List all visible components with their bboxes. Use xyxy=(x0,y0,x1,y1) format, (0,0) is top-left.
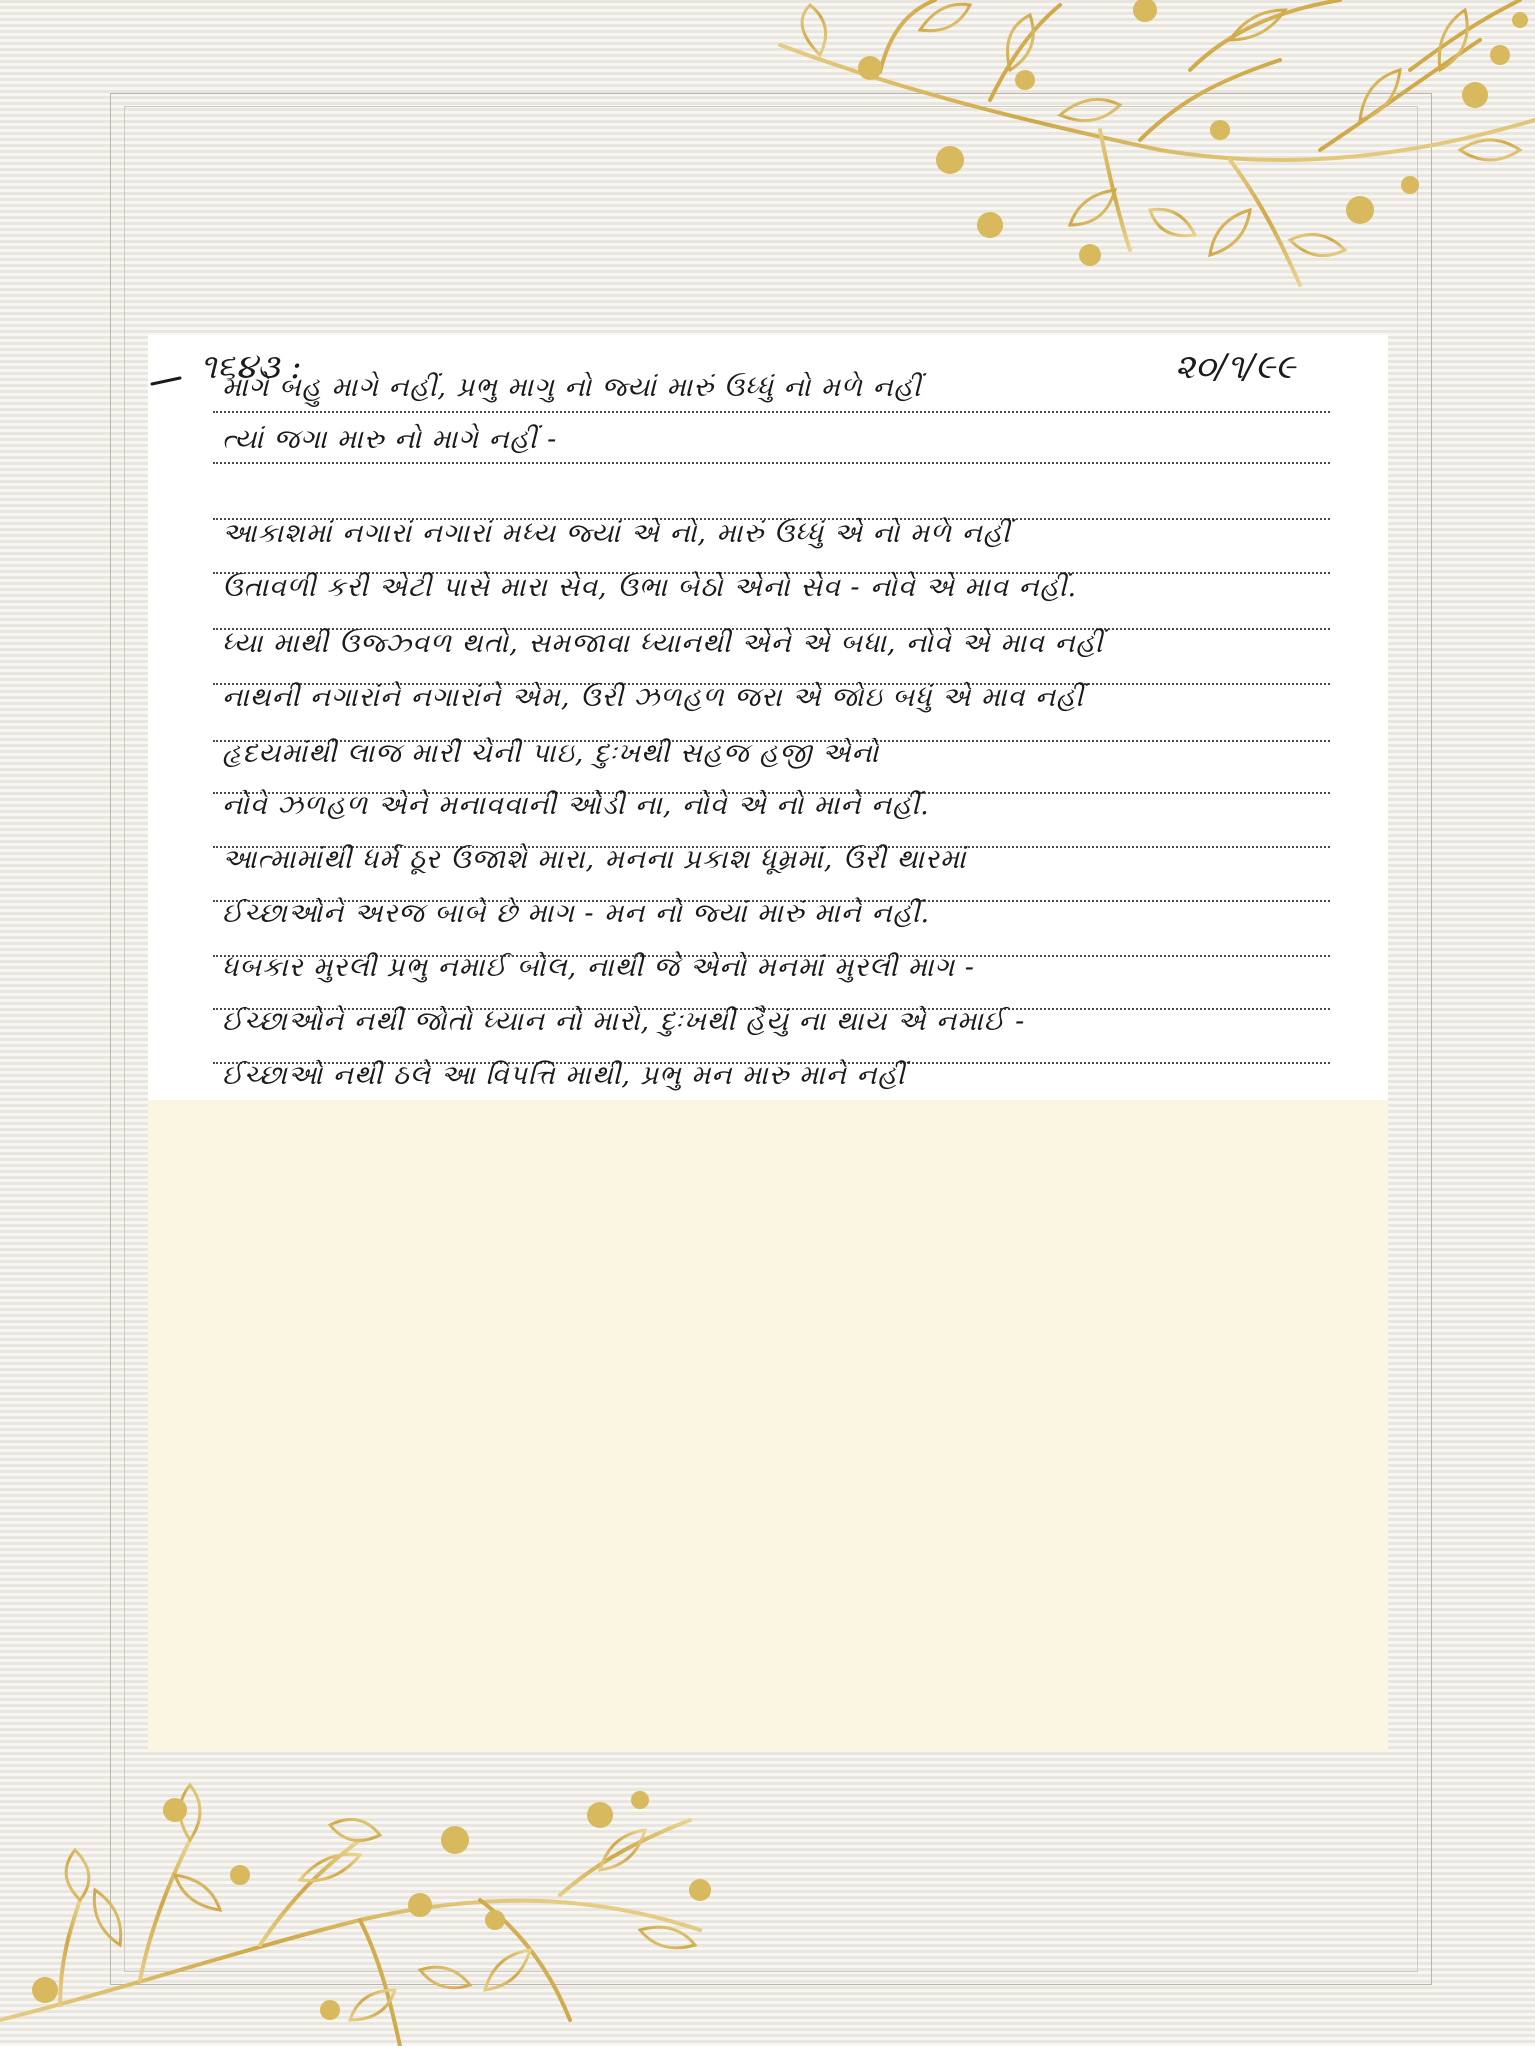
handwritten-line: ધબકાર મુરલી પ્રભુ નમાઈ બોલ, નાથી જે એનો મનમાં મુરલી માગ - xyxy=(222,952,975,983)
handwritten-line: ધ્યા માથી ઉજ્ઝ્વળ થતો, સમજાવા ધ્યાનથી એને એ બધા, નોવે એ માવ નહીં xyxy=(222,628,1104,659)
handwritten-line: નાથની નગારાંને નગારાંને એમ, ઉરી ઝળહળ જરા એ જોઇ બધું એ માવ નહીં xyxy=(222,682,1084,713)
margin-tick-mark xyxy=(150,370,190,390)
gold-vine-top-right xyxy=(760,0,1535,310)
ruled-line xyxy=(213,411,1330,413)
handwritten-line: આત્મામાંથી ધર્મ ઠૂર ઉજાશે મારા, મનના પ્રકાશ ધૂમ્રમાં, ઉરી થારમાં xyxy=(222,844,967,875)
handwritten-line: હૃદયમાંથી લાજ મારી ચેની પાઇ, દુઃખથી સહજ હજી એનો xyxy=(222,738,880,769)
entry-date: ૨૦/૧/૯૯ xyxy=(1175,347,1296,387)
handwritten-line: આકાશમાં નગારાં નગારાં મધ્ય જ્યાં એ નો, મારું ઉધ્ધું એ નો મળે નહીં xyxy=(222,518,1011,549)
gold-vine-bottom-left xyxy=(0,1780,780,2046)
handwritten-line: ઈચ્છાઓ નથી ઠલે આ વિપત્તિ માથી, પ્રભુ મન મારું માને નહીં xyxy=(222,1060,906,1091)
handwritten-line: ઈચ્છાઓને અરજ બાબે છે માગ - મન નો જ્યાં મારું માને નહીં. xyxy=(222,898,931,929)
handwritten-line: ઈચ્છાઓને નથી જોતો ધ્યાન નો મારો, દુઃખથી હૈયું ના થાય એ નમાઈ - xyxy=(222,1006,1026,1037)
handwritten-line: માગે બહુ માગે નહીં, પ્રભુ માગુ નો જ્યાં મારું ઉધ્ધું નો મળે નહીં xyxy=(222,372,922,403)
handwritten-line: ત્યાં જગા મારુ નો માગે નહીં - xyxy=(222,424,558,455)
handwritten-line: નોવે ઝળહળ એને મનાવવાની ઓડી ના, નોવે એ નો માને નહીં. xyxy=(222,790,930,821)
ruled-line xyxy=(213,462,1330,464)
handwritten-line: ઉતાવળી કરી એટી પાસે મારા સેવ, ઉભા બેઠો એનો સેવ - નોવે એ માવ નહીં. xyxy=(222,572,1078,603)
entry-number: ૧૬૪૩ : xyxy=(200,347,302,387)
